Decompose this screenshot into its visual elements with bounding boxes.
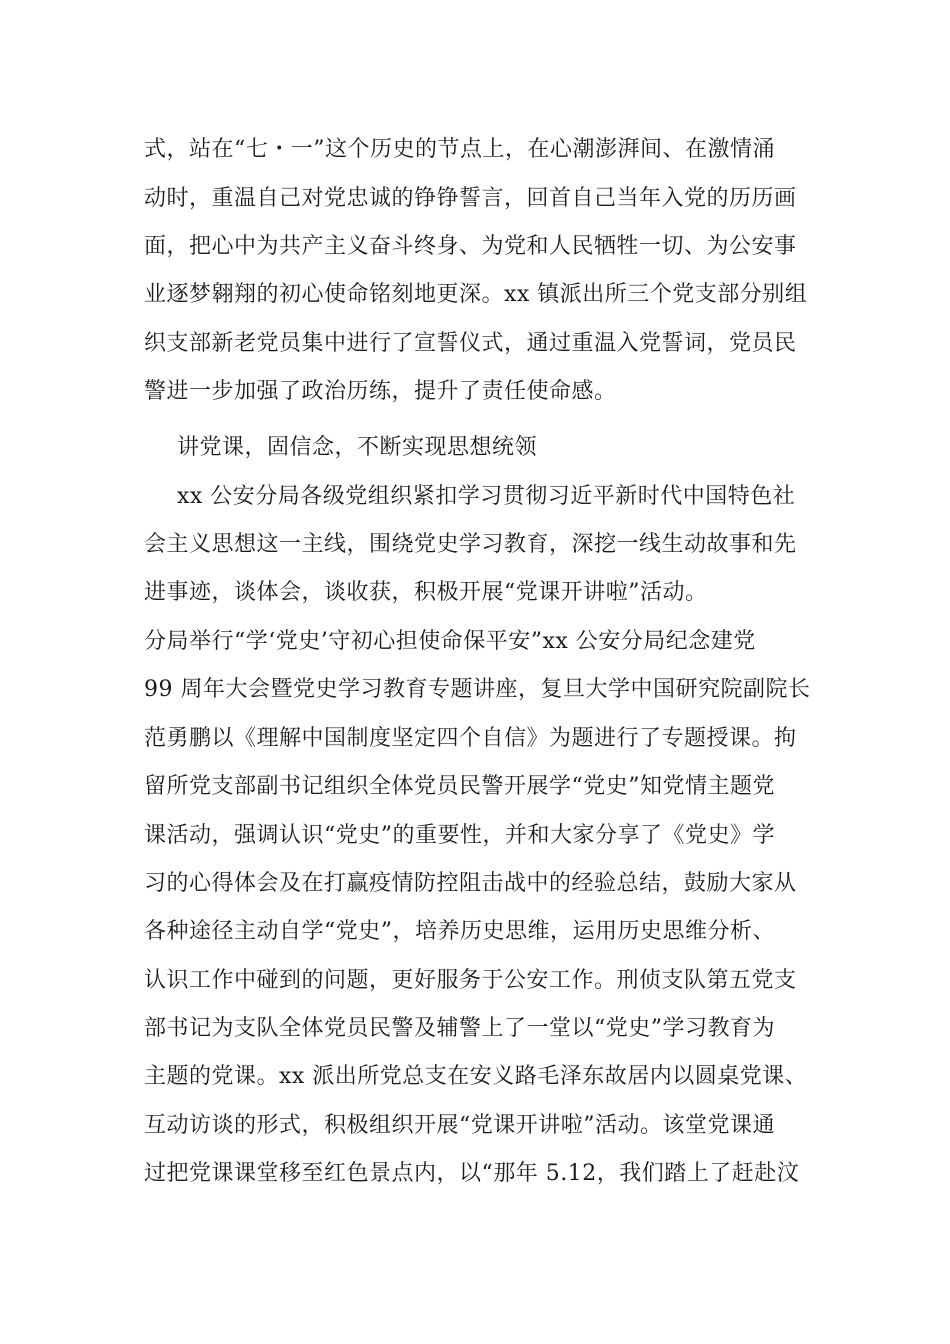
text-line: 面，把心中为共产主义奋斗终身、为党和人民牺牲一切、为公安事 xyxy=(144,234,797,259)
text-line: 分局举行“学‘党史’守初心担使命保平安”xx 公安分局纪念建党 xyxy=(144,629,756,654)
text-line: 互动访谈的形式，积极组织开展“党课开讲啦”活动。该堂党课通 xyxy=(144,1113,775,1138)
text-line: 留所党支部副书记组织全体党员民警开展学“党史”知党情主题党 xyxy=(144,774,775,799)
text-line: 认识工作中碰到的问题，更好服务于公安工作。刑侦支队第五党支 xyxy=(144,968,797,993)
text-line: 动时，重温自己对党忠诚的铮铮誓言，回首自己当年入党的历历画 xyxy=(144,186,797,211)
text-line: 会主义思想这一主线，围绕党史学习教育，深挖一线生动故事和先 xyxy=(144,532,797,557)
text-line: 织支部新老党员集中进行了宣誓仪式，通过重温入党誓词，党员民 xyxy=(144,331,797,356)
text-line: 习的心得体会及在打赢疫情防控阻击战中的经验总结，鼓励大家从 xyxy=(144,871,797,896)
text-line: 警进一步加强了政治历练，提升了责任使命感。 xyxy=(144,379,617,404)
section-heading: 讲党课，固信念，不断实现思想统领 xyxy=(177,435,538,460)
text-line: 范勇鹏以《理解中国制度坚定四个自信》为题进行了专题授课。拘 xyxy=(144,726,797,751)
text-line: 部书记为支队全体党员民警及辅警上了一堂以“党史”学习教育为 xyxy=(144,1016,775,1041)
text-line: 99 周年大会暨党史学习教育专题讲座，复旦大学中国研究院副院长 xyxy=(144,677,811,702)
text-line: 业逐梦翱翔的初心使命铭刻地更深。xx 镇派出所三个党支部分别组 xyxy=(144,282,808,307)
text-line: 主题的党课。xx 派出所党总支在安义路毛泽东故居内以圆桌党课、 xyxy=(144,1064,808,1089)
text-line: 式，站在“七・一”这个历史的节点上，在心潮澎湃间、在激情涌 xyxy=(144,137,775,162)
text-line: 过把党课课堂移至红色景点内，以“那年 5.12，我们踏上了赶赴汶 xyxy=(144,1161,800,1186)
text-line: 各种途径主动自学“党史”，培养历史思维，运用历史思维分析、 xyxy=(144,919,775,944)
text-line: 课活动，强调认识“党史”的重要性，并和大家分享了《党史》学 xyxy=(144,823,775,848)
text-line: 进事迹，谈体会，谈收获，积极开展“党课开讲啦”活动。 xyxy=(144,580,708,605)
text-line: xx 公安分局各级党组织紧扣学习贯彻习近平新时代中国特色社 xyxy=(177,484,796,509)
